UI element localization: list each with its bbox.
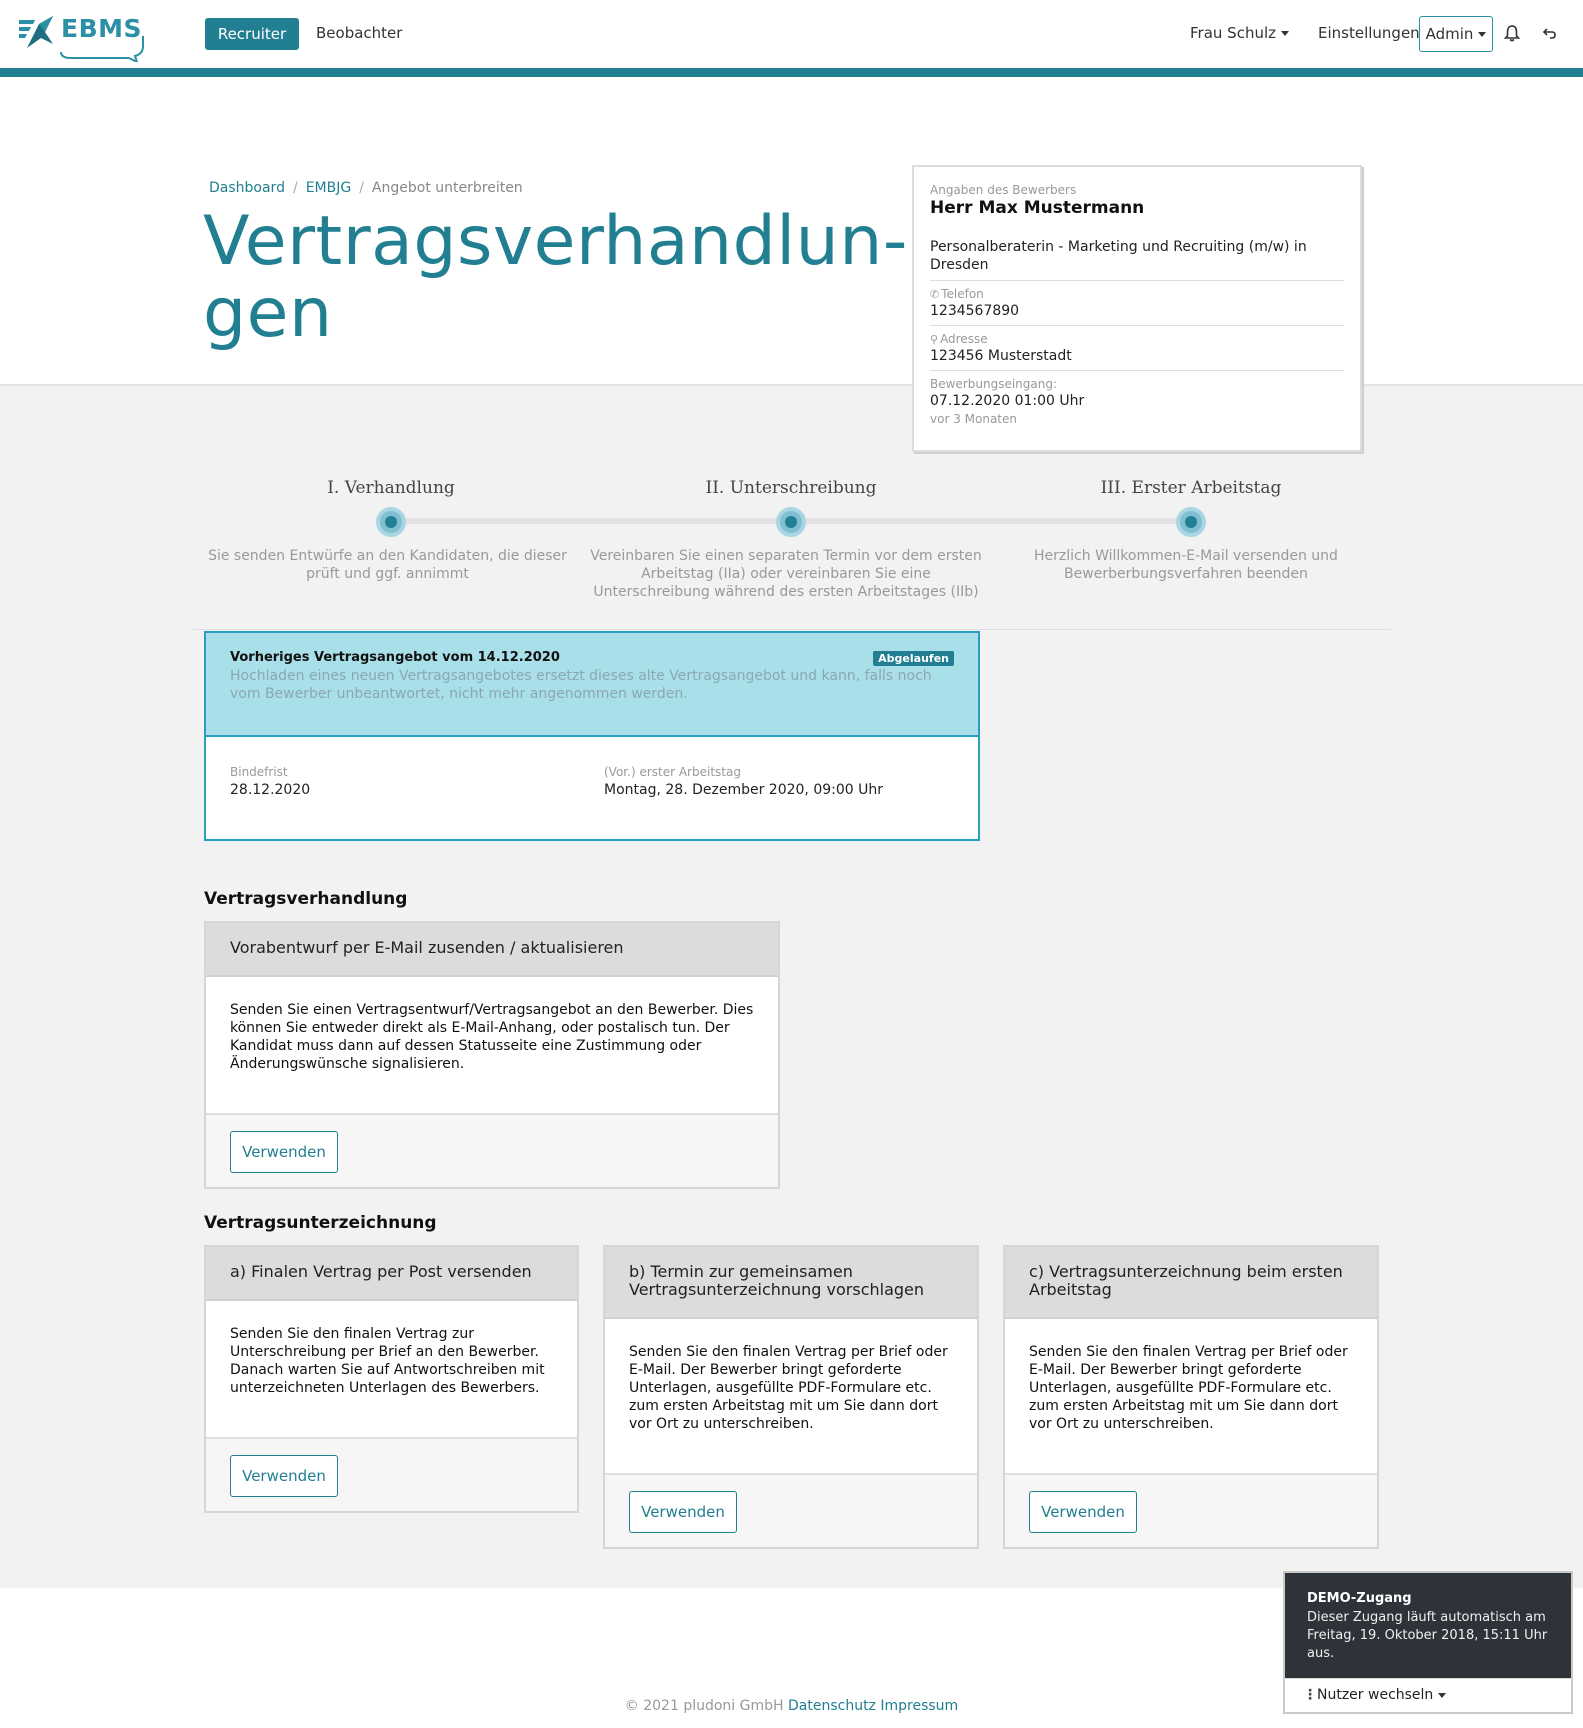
step-2-title: II. Unterschreibung xyxy=(705,478,877,498)
signing-card-first-day-title: c) Vertragsunterzeichnung beim ersten Arbeitstag xyxy=(1005,1247,1377,1319)
phone-icon: ✆ xyxy=(930,288,940,301)
bell-icon xyxy=(1504,24,1520,42)
user-menu-label: Frau Schulz xyxy=(1190,24,1276,42)
notifications-button[interactable] xyxy=(1501,22,1523,44)
applicant-received-date: 07.12.2020 01:00 Uhr xyxy=(930,393,1085,409)
privacy-link[interactable]: Datenschutz xyxy=(788,1698,876,1714)
switch-user-label: Nutzer wechseln xyxy=(1317,1687,1434,1703)
signing-card-first-day-footer xyxy=(1005,1475,1377,1533)
expired-badge: Abgelaufen xyxy=(873,651,954,666)
previous-offer-title: Vorheriges Vertragsangebot vom 14.12.2020 xyxy=(230,650,560,665)
previous-offer-note: Hochladen eines neuen Vertragsangebotes ersetzt dieses alte Vertragsangebot und kann, falls noch vom Bewerber unbeantwortet, nicht mehr angenommen werden. xyxy=(230,668,932,702)
signing-card-post-footer xyxy=(206,1439,577,1497)
applicant-address-row xyxy=(930,325,1344,364)
use-appointment-button[interactable]: Verwenden xyxy=(629,1491,737,1533)
undo-arrow-icon xyxy=(1542,25,1558,41)
imprint-link[interactable]: Impressum xyxy=(880,1698,959,1714)
first-day-block xyxy=(604,765,883,798)
chevron-down-icon xyxy=(1438,1693,1446,1698)
use-negotiation-button[interactable]: Verwenden xyxy=(230,1131,338,1173)
first-day-value: Montag, 28. Dezember 2020, 09:00 Uhr xyxy=(604,782,883,798)
address-label: Adresse xyxy=(940,332,988,346)
logo-speech-bubble-icon xyxy=(57,22,149,62)
top-navbar xyxy=(0,0,1583,68)
recruiter-tab[interactable]: Recruiter xyxy=(205,18,299,50)
breadcrumb-current: Angebot unterbreiten xyxy=(371,180,523,196)
demo-text: Dieser Zugang läuft automatisch am Freitag, 19. Oktober 2018, 15:11 Uhr aus. xyxy=(1307,1610,1548,1661)
applicant-received-relative: vor 3 Monaten xyxy=(930,412,1017,426)
admin-dropdown-label: Admin xyxy=(1425,25,1474,43)
switch-user-dropdown[interactable] xyxy=(1283,1678,1573,1714)
previous-offer-body xyxy=(206,737,978,837)
step-2-dot xyxy=(776,507,806,537)
ebms-logo[interactable] xyxy=(17,14,145,56)
applicant-received-row xyxy=(930,370,1344,426)
applicant-phone-row xyxy=(930,280,1344,319)
phone-label: Telefon xyxy=(941,287,984,301)
first-day-label: (Vor.) erster Arbeitstag xyxy=(604,765,741,779)
chevron-down-icon xyxy=(1281,31,1289,36)
negotiation-card-title: Vorabentwurf per E-Mail zusenden / aktualisieren xyxy=(206,923,778,977)
breadcrumb-dashboard[interactable]: Dashboard xyxy=(209,180,285,196)
negotiation-card-body: Senden Sie einen Vertragsentwurf/Vertragsangebot an den Bewerber. Dies können Sie entweder direkt als E-Mail-Anhang, oder postalisch tun. Der Kandidat muss dann auf dessen Statusseite eine Zustimmung oder Änderungswünsche signalisieren. xyxy=(206,977,778,1115)
step-1-dot-center xyxy=(385,516,397,528)
signing-card-appointment-title: b) Termin zur gemeinsamen Vertragsunterzeichnung vorschlagen xyxy=(605,1247,977,1319)
footer-copyright: © 2021 pludoni GmbH xyxy=(624,1698,784,1714)
breadcrumb-separator: / xyxy=(359,180,364,196)
negotiation-card xyxy=(204,921,780,1189)
page-title-line-2: gen xyxy=(203,274,333,353)
deadline-value: 28.12.2020 xyxy=(230,782,311,798)
step-3-dot-center xyxy=(1185,516,1197,528)
deadline-block xyxy=(230,765,310,798)
applicant-job: Personalberaterin - Marketing und Recruiting (m/w) in Dresden xyxy=(930,239,1307,273)
signing-card-post-body: Senden Sie den finalen Vertrag zur Unterschreibung per Brief an den Bewerber. Danach warten Sie auf Antwortschreiben mit unterzeichneten Unterlagen des Bewerbers. xyxy=(206,1301,577,1439)
step-1-dot xyxy=(376,507,406,537)
observer-tab[interactable]: Beobachter xyxy=(316,24,403,42)
previous-offer-header xyxy=(206,633,978,737)
user-menu[interactable] xyxy=(1190,24,1289,42)
step-1-description: Sie senden Entwürfe an den Kandidaten, die dieser prüft und ggf. annimmt xyxy=(208,548,567,582)
step-2-description: Vereinbaren Sie einen separaten Termin vor dem ersten Arbeitstag (IIa) oder vereinbaren Sie eine Unterschreibung während des ersten Arbeitstages (IIb) xyxy=(590,548,982,600)
applicant-phone[interactable]: 1234567890 xyxy=(930,303,1020,319)
logout-button[interactable] xyxy=(1539,22,1561,44)
signing-card-first-day-body: Senden Sie den finalen Vertrag per Brief oder E-Mail. Der Bewerber bringt geforderte Unterlagen, ausgefüllte PDF-Formulare etc. zum ersten Arbeitstag mit um Sie dann dort vor Ort zu unterschreiben. xyxy=(1005,1319,1377,1475)
kebab-icon: ⋮ xyxy=(1303,1687,1317,1703)
previous-offer-card xyxy=(204,631,980,841)
chevron-down-icon xyxy=(1478,32,1486,37)
received-label: Bewerbungseingang: xyxy=(930,377,1058,391)
signing-card-post xyxy=(204,1245,579,1513)
page-title-line-1: Vertragsverhandlun- xyxy=(203,202,908,281)
map-pin-icon: ⚲ xyxy=(930,333,939,346)
stepper-divider xyxy=(193,629,1391,630)
nav-accent-bar xyxy=(0,68,1583,77)
applicant-info-card xyxy=(912,165,1362,452)
step-3-title: III. Erster Arbeitstag xyxy=(1100,478,1282,498)
signing-card-first-day xyxy=(1003,1245,1379,1549)
signing-card-appointment xyxy=(603,1245,979,1549)
step-3-description: Herzlich Willkommen-E-Mail versenden und Bewerberbungsverfahren beenden xyxy=(1034,548,1338,582)
settings-link[interactable]: Einstellungen xyxy=(1318,24,1420,42)
applicant-name: Herr Max Mustermann xyxy=(930,198,1145,218)
step-2-dot-center xyxy=(785,516,797,528)
logo-text: EBMS xyxy=(61,14,143,43)
signing-heading: Vertragsunterzeichnung xyxy=(204,1213,437,1233)
use-post-button[interactable]: Verwenden xyxy=(230,1455,338,1497)
demo-title: DEMO-Zugang xyxy=(1307,1591,1412,1606)
breadcrumb-separator: / xyxy=(292,180,298,196)
signing-card-post-title: a) Finalen Vertrag per Post versenden xyxy=(206,1247,577,1301)
admin-dropdown[interactable] xyxy=(1419,16,1493,52)
deadline-label: Bindefrist xyxy=(230,765,288,779)
negotiation-heading: Vertragsverhandlung xyxy=(204,889,408,909)
step-1-title: I. Verhandlung xyxy=(327,478,455,498)
applicant-section-label: Angaben des Bewerbers xyxy=(930,183,1077,197)
use-first-day-button[interactable]: Verwenden xyxy=(1029,1491,1137,1533)
breadcrumb xyxy=(209,180,523,196)
negotiation-card-footer xyxy=(206,1115,778,1173)
signing-card-appointment-body: Senden Sie den finalen Vertrag per Brief oder E-Mail. Der Bewerber bringt geforderte Unterlagen, ausgefüllte PDF-Formulare etc. zum ersten Arbeitstag mit um Sie dann dort vor Ort zu unterschreiben. xyxy=(605,1319,977,1475)
signing-card-appointment-footer xyxy=(605,1475,977,1533)
breadcrumb-job[interactable]: EMBJG xyxy=(305,180,352,196)
page-title xyxy=(203,202,908,353)
logo-bird-icon xyxy=(17,14,59,54)
step-3-dot xyxy=(1176,507,1206,537)
applicant-address: 123456 Musterstadt xyxy=(930,348,1072,364)
